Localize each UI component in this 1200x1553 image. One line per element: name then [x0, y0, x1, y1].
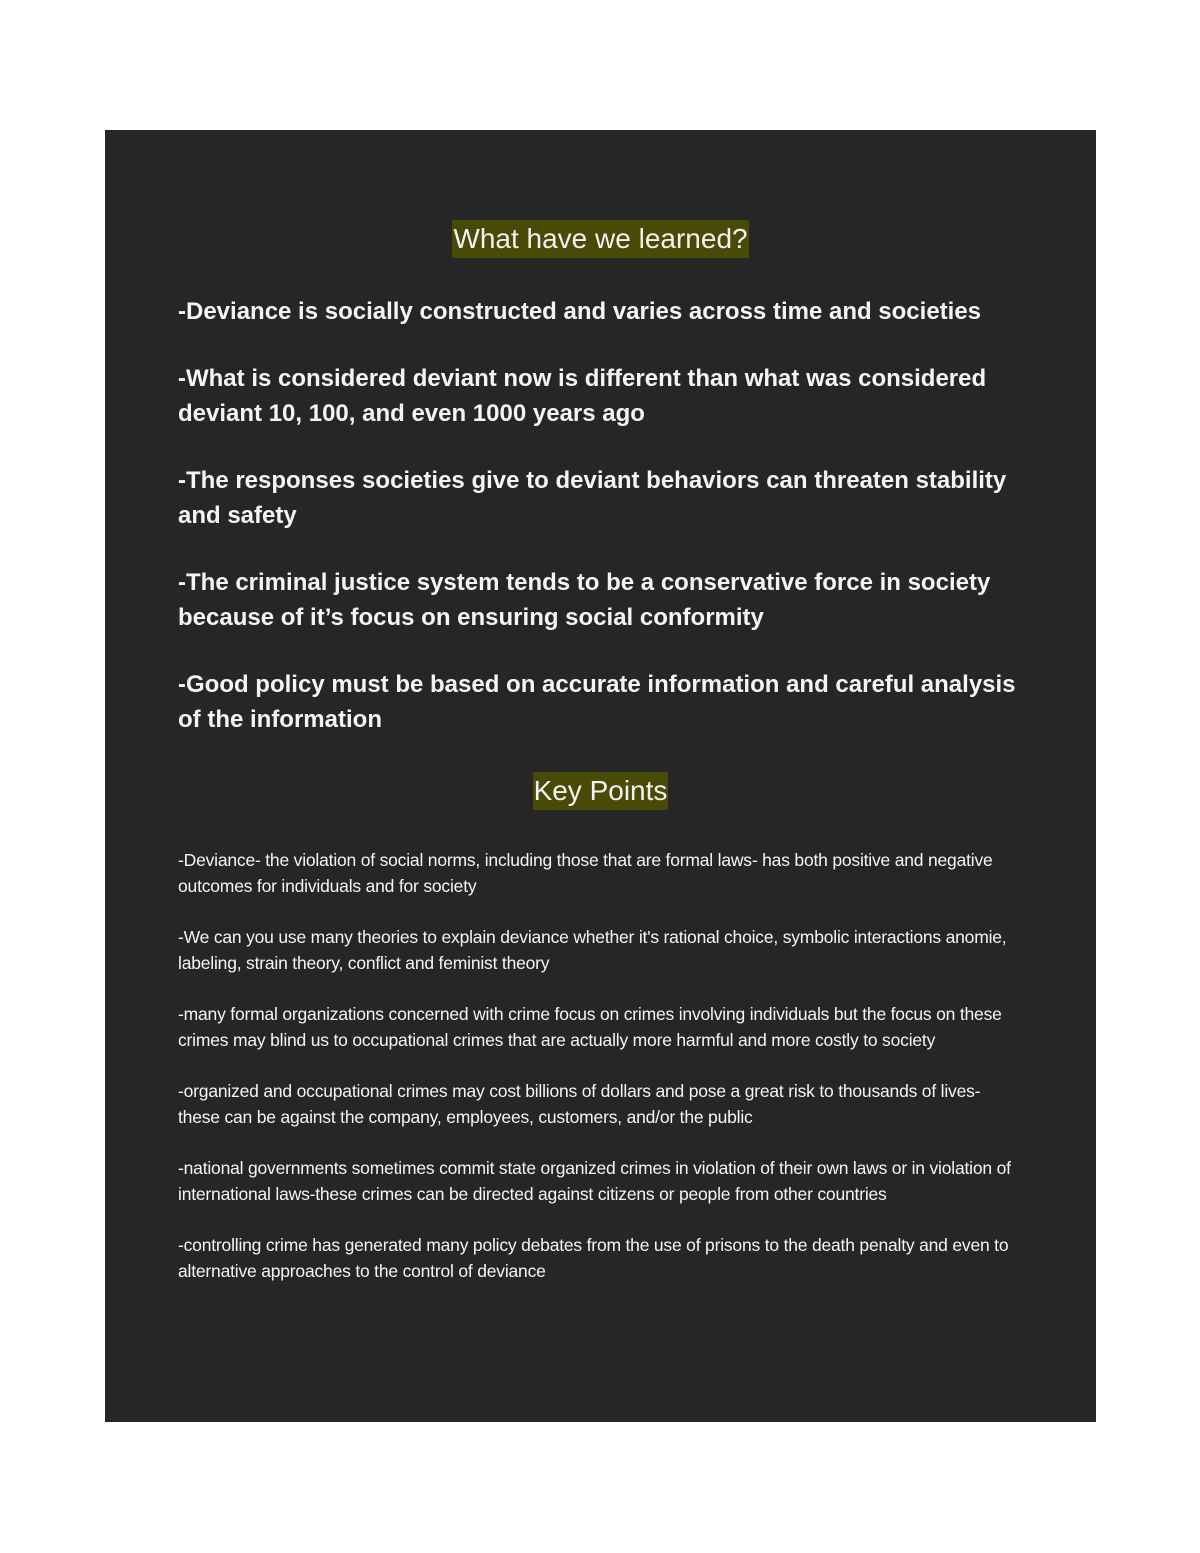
key-point-item: -Deviance- the violation of social norms, including those that are formal laws- has both positive and negative outcomes for individuals and for society — [178, 850, 993, 896]
learned-item: -What is considered deviant now is different than what was considered deviant 10, 100, and even 1000 years ago — [178, 365, 987, 427]
learned-item: -The responses societies give to deviant behaviors can threaten stability and safety — [178, 467, 1007, 529]
key-point-item: -We can you use many theories to explain deviance whether it's rational choice, symbolic interactions anomie, labeling, strain theory, conflict and feminist theory — [178, 927, 1007, 973]
key-point-item: -controlling crime has generated many policy debates from the use of prisons to the death penalty and even to alternative approaches to the control of deviance — [178, 1235, 1009, 1281]
document-panel — [105, 130, 1096, 1422]
key-points-list — [178, 847, 1018, 1309]
learned-item: -Good policy must be based on accurate information and careful analysis of the information — [178, 671, 1016, 733]
key-point-item: -organized and occupational crimes may cost billions of dollars and pose a great risk to thousands of lives- these can be against the company, employees, customers, and/or the public — [178, 1081, 981, 1127]
key-points-heading: Key Points — [533, 772, 669, 810]
learned-heading: What have we learned? — [452, 220, 748, 258]
learned-list — [178, 294, 1018, 769]
learned-heading-wrap — [105, 220, 1096, 258]
key-point-item: -national governments sometimes commit state organized crimes in violation of their own laws or in violation of international laws-these crimes can be directed against citizens or people from other countries — [178, 1158, 1011, 1204]
key-point-item: -many formal organizations concerned with crime focus on crimes involving individuals but the focus on these crimes may blind us to occupational crimes that are actually more harmful and more costly to society — [178, 1004, 1002, 1050]
learned-item: -The criminal justice system tends to be a conservative force in society because of it’s focus on ensuring social conformity — [178, 569, 991, 631]
key-points-heading-wrap — [105, 772, 1096, 810]
learned-item: -Deviance is socially constructed and varies across time and societies — [178, 298, 982, 325]
